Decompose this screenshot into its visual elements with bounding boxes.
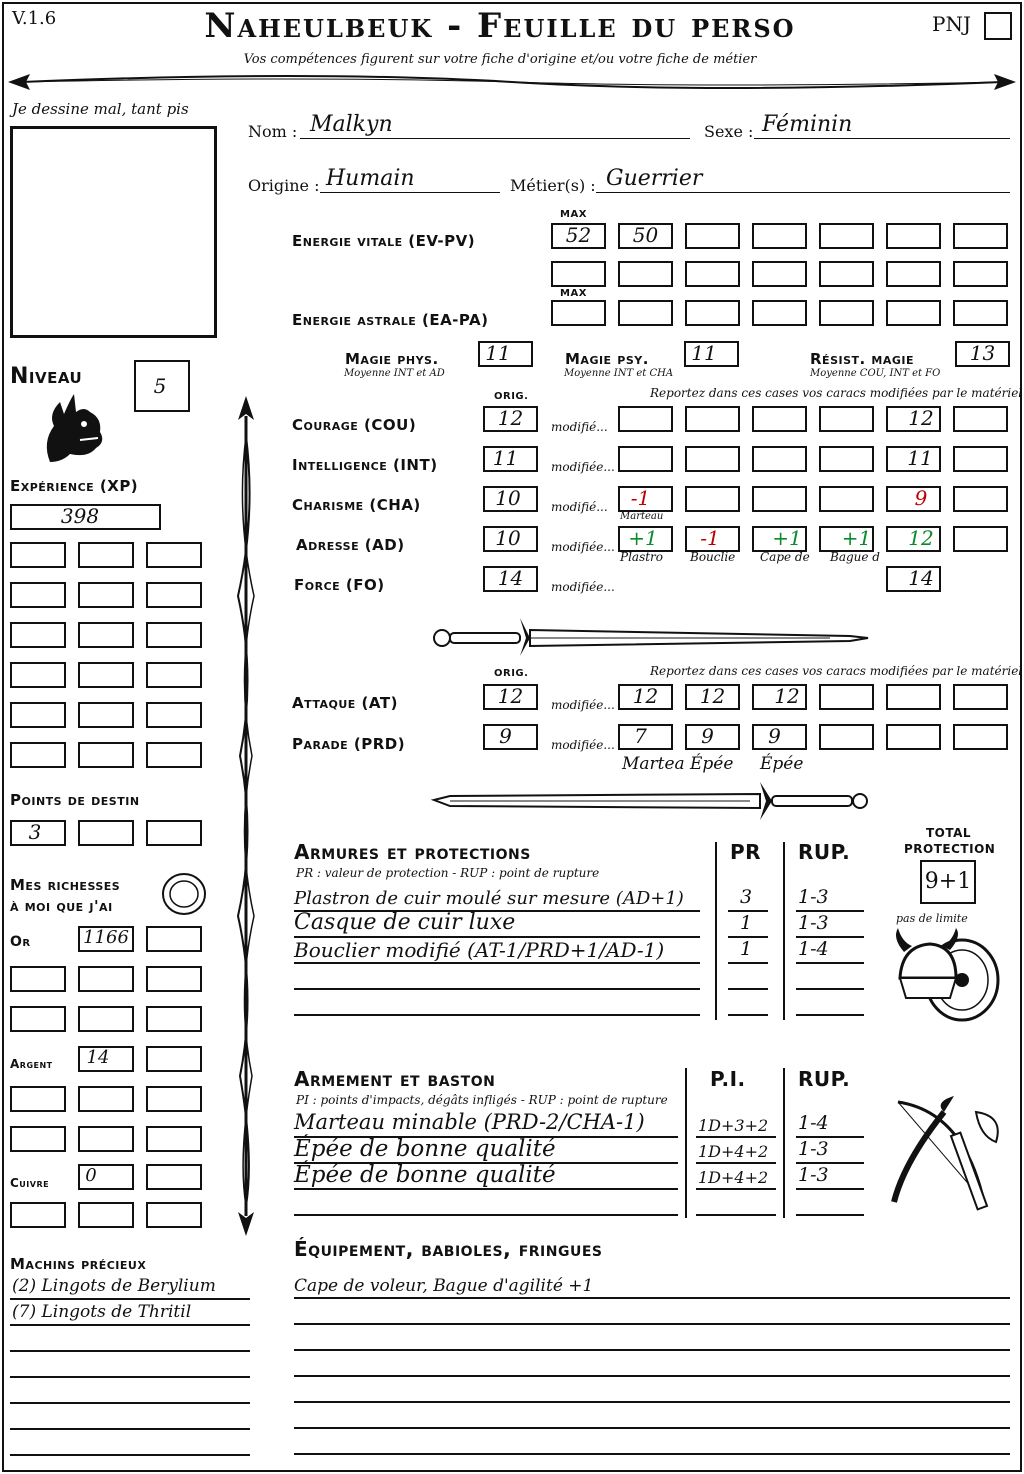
xp-box[interactable] <box>10 742 66 768</box>
niveau-value: 5 <box>153 374 167 398</box>
cha-mod-value: -1 <box>630 486 651 510</box>
weapons-line <box>696 1188 776 1190</box>
precious-item: (7) Lingots de Thritil <box>12 1302 192 1322</box>
weapons-col-divider <box>685 1068 687 1218</box>
equipment-title: Équipement, babioles, fringues <box>294 1237 603 1261</box>
weapons-line <box>796 1214 864 1216</box>
ea-box[interactable] <box>752 300 807 326</box>
ev-box[interactable] <box>551 261 606 287</box>
armor-item-name: Plastron de cuir moulé sur mesure (AD+1) <box>294 888 684 909</box>
xp-box[interactable] <box>10 662 66 688</box>
xp-box[interactable] <box>146 742 202 768</box>
precious-line <box>10 1376 250 1378</box>
at-mod-value: 12 <box>632 684 659 708</box>
argent-box[interactable] <box>78 1126 134 1152</box>
weapon-item-name: Épée de bonne qualité <box>294 1162 556 1188</box>
armor-line <box>294 988 700 990</box>
total-protection-value: 9+1 <box>924 869 972 894</box>
int-mod-box[interactable] <box>819 446 874 472</box>
metier-label: Métier(s) : <box>510 176 596 195</box>
weapon-item-rup: 1-4 <box>798 1112 829 1134</box>
ev-box[interactable] <box>685 223 740 249</box>
machins-label: Machins précieux <box>10 1255 147 1273</box>
spear-divider-icon <box>8 68 1016 96</box>
xp-box[interactable] <box>78 622 134 648</box>
ev-box[interactable] <box>752 261 807 287</box>
argent-box[interactable] <box>10 1126 66 1152</box>
destin-value: 3 <box>28 820 42 844</box>
fo-label: Force (FO) <box>294 576 385 594</box>
sexe-value: Féminin <box>762 112 853 137</box>
prd-mod-value: 9 <box>701 724 714 748</box>
weapon-item-rup: 1-3 <box>798 1138 829 1160</box>
ad-label: Adresse (AD) <box>296 536 405 554</box>
at-mod-value: 12 <box>699 684 726 708</box>
or-value: 1166 <box>83 927 129 948</box>
weapon-note: Épée <box>760 754 804 774</box>
xp-box[interactable] <box>10 702 66 728</box>
cuivre-box[interactable] <box>10 1202 66 1228</box>
cuivre-value: 0 <box>85 1165 97 1186</box>
magie-phys-value: 11 <box>485 341 511 365</box>
xp-box[interactable] <box>10 622 66 648</box>
weapons-line <box>696 1136 776 1138</box>
xp-box[interactable] <box>146 702 202 728</box>
nom-label: Nom : <box>248 122 298 141</box>
armor-item-rup: 1-3 <box>798 886 829 908</box>
cha-mod-box[interactable] <box>953 486 1008 512</box>
total-label: TOTAL <box>926 826 972 840</box>
at-orig-value: 12 <box>497 684 524 708</box>
or-box[interactable] <box>78 966 134 992</box>
xp-box[interactable] <box>78 542 134 568</box>
cha-orig-value: 10 <box>495 486 521 510</box>
equipment-line <box>294 1297 1010 1299</box>
ad-final-value: 12 <box>908 526 934 550</box>
at-label: Attaque (AT) <box>292 694 398 712</box>
equipment-line <box>294 1349 1010 1351</box>
sword-icon <box>430 614 870 658</box>
xp-label: Expérience (XP) <box>10 477 139 495</box>
ad-mod-value: -1 <box>700 526 720 550</box>
precious-line <box>10 1402 250 1404</box>
weapons-line <box>696 1214 776 1216</box>
cou-mod-box[interactable] <box>752 406 807 432</box>
xp-box[interactable] <box>78 702 134 728</box>
sheet-subtitle: Vos compétences figurent sur votre fiche d'origine et/ou votre fiche de métier <box>243 52 757 67</box>
cou-label: Courage (COU) <box>292 416 417 434</box>
argent-box[interactable] <box>146 1046 202 1072</box>
precious-item: (2) Lingots de Berylium <box>12 1276 216 1296</box>
cou-mod-box[interactable] <box>819 406 874 432</box>
ev-box[interactable] <box>886 223 941 249</box>
cha-final-value: 9 <box>914 486 928 510</box>
destin-box[interactable] <box>146 820 202 846</box>
ev-current-value: 50 <box>632 223 659 247</box>
or-box[interactable] <box>78 1006 134 1032</box>
resist-magie-label: Résist. magie <box>810 350 915 368</box>
equipment-item: Cape de voleur, Bague d'agilité +1 <box>294 1276 594 1296</box>
richesses-label: Mes richesses <box>10 876 121 894</box>
or-label: Or <box>10 934 31 950</box>
armor-item-name: Casque de cuir luxe <box>294 910 516 935</box>
orig-label: ORIG. <box>494 391 529 402</box>
pnj-label: PNJ <box>932 12 971 36</box>
ev-box[interactable] <box>618 261 673 287</box>
limit-note: pas de limite <box>896 912 968 925</box>
armor-line <box>796 962 864 964</box>
armor-item-pr: 3 <box>740 886 753 908</box>
xp-box[interactable] <box>146 662 202 688</box>
ev-label: Energie vitale (EV-PV) <box>292 232 476 250</box>
int-mod-box[interactable] <box>685 446 740 472</box>
cuivre-box[interactable] <box>78 1202 134 1228</box>
precious-line <box>10 1298 250 1300</box>
report-note: Reportez dans ces cases vos caracs modifiées par le matériel <box>650 664 1023 678</box>
weapon-item-name: Marteau minable (PRD-2/CHA-1) <box>294 1110 645 1134</box>
or-box[interactable] <box>146 1006 202 1032</box>
cuivre-box[interactable] <box>146 1164 202 1190</box>
ev-box[interactable] <box>819 261 874 287</box>
ea-box[interactable] <box>953 300 1008 326</box>
crossed-weapons-icon <box>884 1092 1008 1216</box>
cou-mod-box[interactable] <box>685 406 740 432</box>
portrait-caption: Je dessine mal, tant pis <box>12 100 189 118</box>
fo-final-value: 14 <box>908 566 934 590</box>
prd-label: Parade (PRD) <box>292 735 406 753</box>
weapon-item-rup: 1-3 <box>798 1164 829 1186</box>
xp-box[interactable] <box>78 742 134 768</box>
cha-mod-box[interactable] <box>752 486 807 512</box>
fo-modifiee-label: modifiée... <box>551 580 615 594</box>
ea-max-box[interactable] <box>551 300 606 326</box>
armor-rup-header: RUP. <box>798 840 851 864</box>
ad-mod-source: Plastro <box>620 550 664 564</box>
argent-box[interactable] <box>78 1086 134 1112</box>
ea-box[interactable] <box>685 300 740 326</box>
ea-max-label: MAX <box>560 288 587 299</box>
cha-mod-box[interactable] <box>819 486 874 512</box>
armor-line <box>728 1014 768 1016</box>
nom-value: Malkyn <box>310 112 393 137</box>
at-mod-box[interactable] <box>953 684 1008 710</box>
magie-phys-label: Magie phys. <box>345 350 439 368</box>
xp-box[interactable] <box>146 582 202 608</box>
int-final-value: 11 <box>907 446 933 470</box>
portrait-box[interactable] <box>10 126 217 338</box>
ad-mod-box[interactable] <box>953 526 1008 552</box>
equipment-line <box>294 1375 1010 1377</box>
magie-psy-note: Moyenne INT et CHA <box>564 368 674 379</box>
equipment-line <box>294 1401 1010 1403</box>
prd-mod-box[interactable] <box>819 724 874 750</box>
cou-final-value: 12 <box>908 406 934 430</box>
orig-label: ORIG. <box>494 668 529 679</box>
weapon-note: Martea <box>622 754 685 774</box>
int-modifiee-label: modifiée... <box>551 460 615 474</box>
ev-box[interactable] <box>886 261 941 287</box>
xp-box[interactable] <box>78 582 134 608</box>
armor-item-rup: 1-3 <box>798 912 829 934</box>
equipment-line <box>294 1323 1010 1325</box>
resist-magie-note: Moyenne COU, INT et FO <box>810 368 941 379</box>
ev-max-value: 52 <box>565 223 592 247</box>
precious-line <box>10 1350 250 1352</box>
armor-item-pr: 1 <box>740 938 753 960</box>
niveau-label: Niveau <box>10 364 83 389</box>
armor-title: Armures et protections <box>294 840 531 864</box>
armor-item-pr: 1 <box>740 912 753 934</box>
cha-mod-source: Marteau <box>620 511 664 522</box>
ad-modifiee-label: modifiée... <box>551 540 615 554</box>
armor-line <box>294 1014 700 1016</box>
cha-modifie-label: modifié... <box>551 500 608 514</box>
prd-modifiee-label: modifiée... <box>551 738 615 752</box>
magie-psy-label: Magie psy. <box>565 350 649 368</box>
richesses-label-2: à moi que j'ai <box>10 897 113 915</box>
weapons-line <box>796 1188 864 1190</box>
ev-box[interactable] <box>685 261 740 287</box>
armor-item-rup: 1-4 <box>798 938 829 960</box>
at-mod-value: 12 <box>774 684 800 708</box>
weapons-note: PI : points d'impacts, dégâts infligés - RUP : point de rupture <box>296 1093 668 1107</box>
ad-mod-source: Bouclie <box>690 550 736 564</box>
weapons-line <box>294 1188 678 1190</box>
weapon-item-name: Épée de bonne qualité <box>294 1136 556 1162</box>
ea-box[interactable] <box>819 300 874 326</box>
weapons-rup-header: RUP. <box>798 1067 851 1091</box>
coin-icon <box>160 870 210 918</box>
xp-box[interactable] <box>146 622 202 648</box>
metier-value: Guerrier <box>606 166 703 191</box>
destin-label: Points de destin <box>10 791 140 809</box>
argent-box[interactable] <box>146 1086 202 1112</box>
argent-box[interactable] <box>146 1126 202 1152</box>
weapons-title: Armement et baston <box>294 1067 496 1091</box>
weapon-note: Épée <box>690 754 734 774</box>
magie-phys-note: Moyenne INT et AD <box>344 368 445 379</box>
armor-col-divider <box>715 842 717 1020</box>
report-note: Reportez dans ces cases vos caracs modifiées par le matériel <box>650 386 1023 400</box>
ad-mod-source: Bague d <box>830 550 880 564</box>
destin-box[interactable] <box>78 820 134 846</box>
resist-magie-value: 13 <box>969 341 996 365</box>
ea-box[interactable] <box>886 300 941 326</box>
prd-mod-box[interactable] <box>953 724 1008 750</box>
armor-note: PR : valeur de protection - RUP : point de rupture <box>296 866 600 880</box>
or-box[interactable] <box>146 926 202 952</box>
helmet-shield-icon <box>890 928 1010 1028</box>
ev-max-label: MAX <box>560 209 587 220</box>
origine-label: Origine : <box>248 176 320 195</box>
armor-pr-header: PR <box>730 840 762 864</box>
weapon-item-pi: 1D+4+2 <box>698 1142 769 1161</box>
cuivre-label: Cuivre <box>10 1176 50 1190</box>
armor-col-divider <box>783 842 785 1020</box>
prd-mod-value: 9 <box>768 724 781 748</box>
equipment-line <box>294 1453 1010 1455</box>
cou-mod-box[interactable] <box>618 406 673 432</box>
weapons-line <box>294 1214 678 1216</box>
fo-orig-value: 14 <box>497 566 524 590</box>
precious-line <box>10 1428 250 1430</box>
cuivre-box[interactable] <box>146 1202 202 1228</box>
int-mod-box[interactable] <box>752 446 807 472</box>
at-modifiee-label: modifiée... <box>551 698 615 712</box>
xp-box[interactable] <box>146 542 202 568</box>
at-mod-box[interactable] <box>819 684 874 710</box>
cou-orig-value: 12 <box>497 406 524 430</box>
origine-value: Humain <box>326 166 415 191</box>
armor-line <box>728 988 768 990</box>
ad-mod-value: +1 <box>772 526 802 550</box>
ev-box[interactable] <box>953 223 1008 249</box>
ea-box[interactable] <box>618 300 673 326</box>
int-orig-value: 11 <box>492 446 519 470</box>
dragon-icon <box>40 392 108 466</box>
precious-line <box>10 1454 250 1456</box>
armor-line <box>294 962 700 964</box>
ev-box[interactable] <box>752 223 807 249</box>
armor-line <box>796 1014 864 1016</box>
pnj-checkbox[interactable] <box>984 12 1012 40</box>
ea-label: Energie astrale (EA-PA) <box>292 311 489 329</box>
weapons-col-divider <box>783 1068 785 1218</box>
ev-box[interactable] <box>819 223 874 249</box>
magie-psy-value: 11 <box>691 341 717 365</box>
cou-modifie-label: modifié... <box>551 420 608 434</box>
armor-line <box>796 988 864 990</box>
argent-box[interactable] <box>10 1086 66 1112</box>
armor-item-name: Bouclier modifié (AT-1/PRD+1/AD-1) <box>294 938 665 962</box>
or-box[interactable] <box>146 966 202 992</box>
armor-line <box>728 962 768 964</box>
xp-box[interactable] <box>10 542 66 568</box>
cha-label: Charisme (CHA) <box>292 496 421 514</box>
weapon-item-pi: 1D+4+2 <box>698 1168 769 1187</box>
xp-box[interactable] <box>10 582 66 608</box>
sexe-label: Sexe : <box>704 122 754 141</box>
spear-icon <box>226 396 266 1236</box>
xp-box[interactable] <box>78 662 134 688</box>
int-mod-box[interactable] <box>953 446 1008 472</box>
int-mod-box[interactable] <box>618 446 673 472</box>
protection-label: PROTECTION <box>904 842 996 856</box>
prd-mod-value: 7 <box>634 724 647 748</box>
argent-value: 14 <box>86 1047 110 1068</box>
ad-mod-value: +1 <box>841 526 872 550</box>
prd-orig-value: 9 <box>499 724 512 748</box>
cha-mod-box[interactable] <box>685 486 740 512</box>
version-label: V.1.6 <box>12 8 57 29</box>
sword-icon <box>430 780 870 822</box>
cou-mod-box[interactable] <box>953 406 1008 432</box>
weapon-item-pi: 1D+3+2 <box>698 1116 769 1135</box>
sheet-title: Naheulbeuk - Feuille du perso <box>204 6 796 46</box>
weapons-line <box>696 1162 776 1164</box>
ev-box[interactable] <box>953 261 1008 287</box>
int-label: Intelligence (INT) <box>292 456 438 474</box>
ad-orig-value: 10 <box>495 526 521 550</box>
at-mod-box[interactable] <box>886 684 941 710</box>
xp-value: 398 <box>60 504 100 528</box>
ad-mod-value: +1 <box>628 526 658 550</box>
prd-mod-box[interactable] <box>886 724 941 750</box>
weapons-pi-header: P.I. <box>710 1067 746 1091</box>
or-box[interactable] <box>10 1006 66 1032</box>
or-box[interactable] <box>10 966 66 992</box>
equipment-line <box>294 1427 1010 1429</box>
precious-line <box>10 1324 250 1326</box>
argent-label: Argent <box>10 1057 53 1071</box>
ad-mod-source: Cape de <box>760 550 810 564</box>
